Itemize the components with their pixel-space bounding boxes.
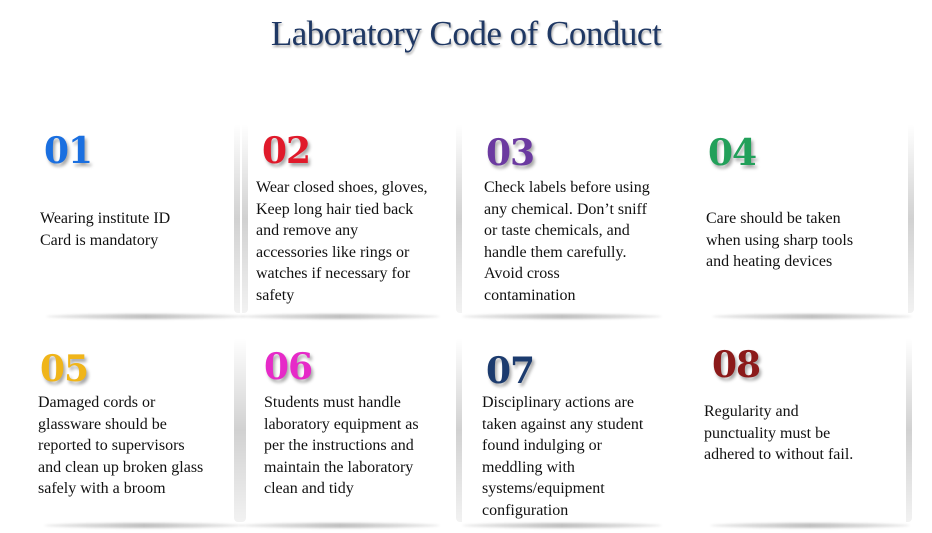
- rule-card-06: [234, 338, 446, 528]
- rule-text: Disciplinary actions are taken against any student found indulging or meddling with systems/equipment configuration: [482, 394, 644, 519]
- rule-text: Regularity and punctuality must be adhered to without fail.: [704, 403, 854, 463]
- rule-card-01: [40, 124, 252, 319]
- rule-number: 07: [486, 350, 535, 392]
- rule-card-05: [38, 338, 250, 528]
- rule-card-02: [234, 124, 446, 319]
- rule-number: 06: [264, 346, 313, 388]
- rule-number: 04: [708, 132, 757, 174]
- rule-card-04: [706, 124, 918, 319]
- rule-number: 02: [262, 130, 311, 172]
- rule-text: Care should be taken when using sharp tools and heating devices: [706, 210, 854, 270]
- rule-number: 03: [486, 132, 535, 174]
- rule-number: 08: [712, 344, 761, 386]
- rule-text: Students must handle laboratory equipment as per the instructions and maintain the laboratory clean and tidy: [264, 394, 419, 497]
- rule-text: Damaged cords or glassware should be reported to supervisors and clean up broken glass safely with a broom: [38, 394, 204, 497]
- rule-number: 05: [40, 348, 89, 390]
- rule-text: Wearing institute ID Card is mandatory: [40, 210, 171, 249]
- rule-card-08: [704, 338, 916, 528]
- page-title: Laboratory Code of Conduct: [270, 14, 662, 53]
- rule-number: 01: [44, 130, 93, 172]
- rule-text: Wear closed shoes, gloves, Keep long hair tied back and remove any accessories like rings or watches if necessary for safety: [256, 179, 428, 304]
- rule-card-07: [456, 338, 668, 528]
- rule-text: Check labels before using any chemical. Don’t sniff or taste chemicals, and handle them carefully. Avoid cross contamination: [484, 179, 650, 304]
- rule-card-03: [456, 124, 668, 319]
